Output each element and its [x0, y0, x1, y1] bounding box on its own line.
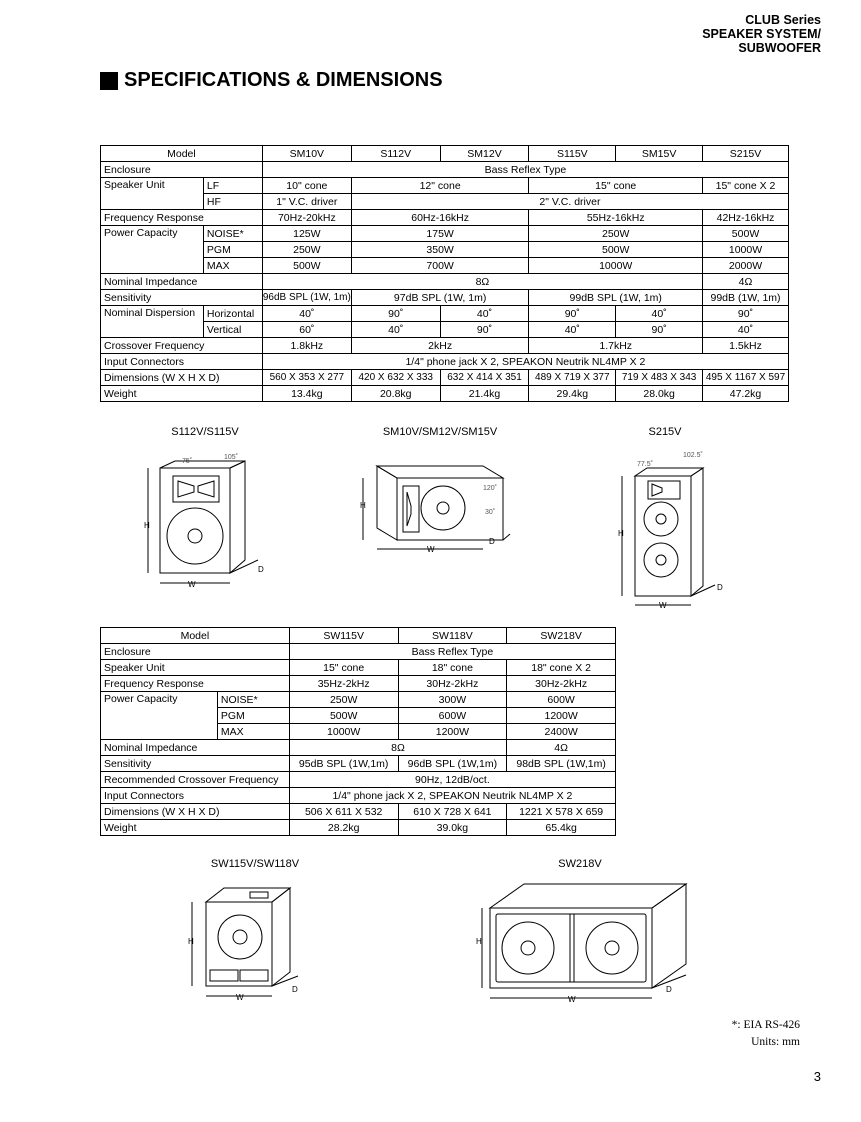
table-row — [101, 162, 789, 178]
row-label: Nominal Dispersion — [101, 306, 204, 338]
table-row — [101, 274, 789, 290]
table-cell: 1/4" phone jack X 2, SPEAKON Neutrik NL4MP X 2 — [289, 788, 615, 804]
row-label: Speaker Unit — [101, 660, 290, 676]
port-icon — [240, 970, 268, 981]
sub-label: LF — [203, 178, 262, 194]
table-cell: 506 X 611 X 532 — [289, 804, 398, 820]
cabinet-top-face — [377, 466, 503, 478]
width-label: W — [427, 545, 435, 554]
woofer-dustcap — [233, 930, 247, 944]
sub-label: PGM — [217, 708, 289, 724]
table-cell: 90˚ — [703, 306, 789, 322]
table-cell: 560 X 353 X 277 — [262, 370, 351, 386]
table-cell: 90˚ — [351, 306, 440, 322]
table-cell: 70Hz-20kHz — [262, 210, 351, 226]
horn-left-flare — [652, 484, 662, 496]
height-label: H — [476, 937, 482, 946]
table-row — [101, 820, 616, 836]
table-cell: 28.2kg — [289, 820, 398, 836]
depth-label: D — [666, 985, 672, 994]
table-cell: 600W — [398, 708, 507, 724]
height-label: H — [618, 529, 624, 538]
table-cell: 40˚ — [440, 306, 529, 322]
table-cell: 18" cone — [398, 660, 507, 676]
depth-label: D — [489, 537, 495, 546]
sw115v-cabinet-drawing — [180, 880, 310, 1010]
row-label: Nominal Impedance — [101, 740, 290, 756]
table-cell: 2000W — [703, 258, 789, 274]
table-cell: 96dB SPL (1W, 1m) — [262, 290, 351, 306]
woofer-icon-lower — [644, 543, 678, 577]
title-square-icon — [100, 72, 118, 90]
table-cell: 250W — [289, 692, 398, 708]
angle-label: 102.5˚ — [683, 452, 703, 459]
page-title-text: SPECIFICATIONS & DIMENSIONS — [124, 69, 443, 91]
table-cell: 600W — [507, 692, 616, 708]
table-cell: 96dB SPL (1W,1m) — [398, 756, 507, 772]
model-name: SM10V — [262, 146, 351, 162]
table-row — [101, 676, 616, 692]
row-label: Power Capacity — [101, 226, 204, 274]
table-cell: 495 X 1167 X 597 — [703, 370, 789, 386]
woofer-dustcap — [521, 941, 535, 955]
table-cell: 99dB (1W, 1m) — [703, 290, 789, 306]
row-label: Enclosure — [101, 644, 290, 660]
sub-label: NOISE* — [217, 692, 289, 708]
table-cell: 60˚ — [262, 322, 351, 338]
top-handle-icon — [250, 892, 268, 898]
drawing-label-sw218v: SW218V — [558, 858, 602, 870]
woofer-icon — [167, 508, 223, 564]
woofer-icon-right — [586, 922, 638, 974]
table-cell: 12" cone — [351, 178, 529, 194]
row-label: Recommended Crossover Frequency — [101, 772, 290, 788]
table-cell: 1.7kHz — [529, 338, 703, 354]
table-cell: 1200W — [507, 708, 616, 724]
model-name: SM12V — [440, 146, 529, 162]
width-label: W — [236, 993, 244, 1002]
woofer-icon — [218, 915, 262, 959]
table-cell: 2400W — [507, 724, 616, 740]
table-cell: 60Hz-16kHz — [351, 210, 529, 226]
table-cell: 1/4" phone jack X 2, SPEAKON Neutrik NL4MP X 2 — [262, 354, 788, 370]
table-row — [101, 338, 789, 354]
table-cell: 47.2kg — [703, 386, 789, 402]
woofer-dustcap — [437, 502, 449, 514]
table-row — [101, 242, 789, 258]
row-label: Weight — [101, 386, 263, 402]
width-label: W — [659, 601, 667, 610]
row-label: Frequency Response — [101, 210, 263, 226]
row-label: Crossover Frequency — [101, 338, 263, 354]
document-header — [702, 13, 821, 55]
width-label: W — [568, 995, 576, 1004]
table-cell: 632 X 414 X 351 — [440, 370, 529, 386]
model-label: Model — [101, 628, 290, 644]
table-cell: 40˚ — [616, 306, 703, 322]
row-label: Dimensions (W X H X D) — [101, 804, 290, 820]
sm-series-cabinet-drawing — [355, 452, 525, 562]
row-label: Nominal Impedance — [101, 274, 263, 290]
table-cell: 8Ω — [289, 740, 506, 756]
row-label: Power Capacity — [101, 692, 218, 740]
horn-right-flare — [198, 481, 214, 497]
table-cell: 1000W — [529, 258, 703, 274]
table-row — [101, 692, 616, 708]
table-cell: 21.4kg — [440, 386, 529, 402]
table-cell: 18" cone X 2 — [507, 660, 616, 676]
depth-label: D — [717, 583, 723, 592]
table-cell: 40˚ — [529, 322, 616, 338]
table-cell: 489 X 719 X 377 — [529, 370, 616, 386]
row-label: Sensitivity — [101, 756, 290, 772]
model-name: SM15V — [616, 146, 703, 162]
table-cell: 97dB SPL (1W, 1m) — [351, 290, 529, 306]
width-label: W — [188, 580, 196, 589]
table-cell: 98dB SPL (1W,1m) — [507, 756, 616, 772]
cabinet-top-face — [206, 888, 290, 902]
header-product-type: SUBWOOFER — [738, 41, 821, 55]
drawing-label-s112v-s115v: S112V/S115V — [171, 426, 239, 438]
header-series: CLUB Series — [745, 13, 821, 27]
row-label: Sensitivity — [101, 290, 263, 306]
table-cell: 8Ω — [262, 274, 702, 290]
model-name: SW118V — [398, 628, 507, 644]
table-row — [101, 740, 616, 756]
table-cell: 4Ω — [507, 740, 616, 756]
table-cell: 250W — [262, 242, 351, 258]
page-number: 3 — [813, 1069, 821, 1084]
port-icon — [210, 970, 238, 981]
table-cell: 29.4kg — [529, 386, 616, 402]
table-row — [101, 354, 789, 370]
sub-label: Vertical — [203, 322, 262, 338]
drawing-label-sm-series: SM10V/SM12V/SM15V — [382, 426, 498, 438]
table-row — [101, 386, 789, 402]
row-label: Input Connectors — [101, 788, 290, 804]
sub-label: NOISE* — [203, 226, 262, 242]
table-cell: 40˚ — [351, 322, 440, 338]
table-cell: 500W — [289, 708, 398, 724]
sub-label: HF — [203, 194, 262, 210]
angle-label: 75˚ — [182, 458, 193, 465]
table-cell: 40˚ — [703, 322, 789, 338]
table-row — [101, 370, 789, 386]
model-name: S215V — [703, 146, 789, 162]
model-name: S115V — [529, 146, 616, 162]
table-cell: 2kHz — [351, 338, 529, 354]
table-row — [101, 788, 616, 804]
woofer-dustcap — [656, 555, 666, 565]
table-row — [101, 146, 789, 162]
table-cell: 1000W — [703, 242, 789, 258]
angle-label: 30˚ — [485, 509, 496, 516]
table-cell: 35Hz-2kHz — [289, 676, 398, 692]
table-cell: 90˚ — [616, 322, 703, 338]
table-cell: 55Hz-16kHz — [529, 210, 703, 226]
woofer-dustcap — [605, 941, 619, 955]
table-cell: 1200W — [398, 724, 507, 740]
table-cell: 719 X 483 X 343 — [616, 370, 703, 386]
table-cell: Bass Reflex Type — [262, 162, 788, 178]
model-name: S112V — [351, 146, 440, 162]
sw218v-cabinet-drawing — [470, 880, 695, 1010]
table-cell: 95dB SPL (1W,1m) — [289, 756, 398, 772]
sub-label: Horizontal — [203, 306, 262, 322]
row-label: Speaker Unit — [101, 178, 204, 210]
table-cell: 125W — [262, 226, 351, 242]
table-cell: 700W — [351, 258, 529, 274]
table-row — [101, 290, 789, 306]
depth-label: D — [258, 565, 264, 574]
table-row — [101, 644, 616, 660]
woofer-dustcap — [656, 514, 666, 524]
horn-left-flare — [407, 492, 411, 526]
page-title — [100, 69, 443, 92]
table-cell: 40˚ — [262, 306, 351, 322]
row-label: Frequency Response — [101, 676, 290, 692]
cabinet-front-face — [490, 908, 652, 988]
depth-label: D — [292, 985, 298, 994]
cabinet-side-face — [691, 468, 703, 596]
table-cell: 90Hz, 12dB/oct. — [289, 772, 615, 788]
cabinet-side-face — [230, 461, 245, 573]
speaker-spec-table — [100, 145, 789, 402]
angle-label: 77.5˚ — [637, 461, 653, 468]
table-cell: 1" V.C. driver — [262, 194, 351, 210]
table-cell: 500W — [703, 226, 789, 242]
table-row — [101, 628, 616, 644]
table-cell: 1000W — [289, 724, 398, 740]
depth-dimension-line — [230, 560, 258, 573]
depth-dimension-line — [503, 534, 510, 540]
table-row — [101, 772, 616, 788]
table-cell: 65.4kg — [507, 820, 616, 836]
table-row — [101, 306, 789, 322]
table-cell: 99dB SPL (1W, 1m) — [529, 290, 703, 306]
table-cell: 15" cone X 2 — [703, 178, 789, 194]
horn-icon — [173, 476, 219, 502]
model-name: SW115V — [289, 628, 398, 644]
sub-label: MAX — [217, 724, 289, 740]
subwoofer-spec-table — [100, 627, 616, 836]
angle-label: 120˚ — [483, 485, 498, 492]
woofer-icon-upper — [644, 502, 678, 536]
table-cell: 250W — [529, 226, 703, 242]
table-cell: 420 X 632 X 333 — [351, 370, 440, 386]
table-cell: 500W — [529, 242, 703, 258]
table-cell: 500W — [262, 258, 351, 274]
model-name: SW218V — [507, 628, 616, 644]
table-cell: 10" cone — [262, 178, 351, 194]
woofer-icon-left — [502, 922, 554, 974]
height-label: H — [144, 521, 150, 530]
header-product-line: SPEAKER SYSTEM/ — [702, 27, 821, 41]
table-row — [101, 210, 789, 226]
table-cell: 1.5kHz — [703, 338, 789, 354]
horn-icon — [648, 481, 680, 499]
cabinet-side-face — [652, 884, 686, 988]
sub-label: PGM — [203, 242, 262, 258]
footnote-eia: *: EIA RS-426 — [731, 1019, 800, 1031]
row-label: Input Connectors — [101, 354, 263, 370]
notes — [680, 1017, 800, 1051]
row-label: Enclosure — [101, 162, 263, 178]
table-cell: 90˚ — [529, 306, 616, 322]
table-cell: 1.8kHz — [262, 338, 351, 354]
woofer-icon — [421, 486, 465, 530]
s215v-cabinet-drawing — [615, 448, 730, 618]
table-row — [101, 756, 616, 772]
table-cell: 39.0kg — [398, 820, 507, 836]
table-row — [101, 178, 789, 194]
height-label: H — [188, 937, 194, 946]
row-label: Dimensions (W X H X D) — [101, 370, 263, 386]
table-cell: 28.0kg — [616, 386, 703, 402]
table-cell: 30Hz-2kHz — [507, 676, 616, 692]
drawing-label-sw115v-sw118v: SW115V/SW118V — [210, 858, 300, 870]
height-label: H — [360, 501, 366, 510]
table-cell: 610 X 728 X 641 — [398, 804, 507, 820]
table-cell: 13.4kg — [262, 386, 351, 402]
angle-label: 105˚ — [224, 454, 239, 461]
units-note: Units: mm — [751, 1036, 800, 1048]
model-label: Model — [101, 146, 263, 162]
drawing-label-s215v: S215V — [648, 426, 682, 438]
table-cell: 90˚ — [440, 322, 529, 338]
table-cell: 1221 X 578 X 659 — [507, 804, 616, 820]
table-cell: 4Ω — [703, 274, 789, 290]
row-label: Weight — [101, 820, 290, 836]
table-cell: 350W — [351, 242, 529, 258]
horn-left-flare — [178, 481, 194, 497]
table-cell: 30Hz-2kHz — [398, 676, 507, 692]
table-row — [101, 194, 789, 210]
s112v-cabinet-drawing — [140, 448, 280, 598]
sub-label: MAX — [203, 258, 262, 274]
table-row — [101, 322, 789, 338]
table-row — [101, 660, 616, 676]
table-cell: 15" cone — [529, 178, 703, 194]
table-row — [101, 804, 616, 820]
woofer-dustcap — [188, 529, 202, 543]
table-cell: Bass Reflex Type — [289, 644, 615, 660]
table-cell: 42Hz-16kHz — [703, 210, 789, 226]
table-cell: 175W — [351, 226, 529, 242]
table-cell: 20.8kg — [351, 386, 440, 402]
table-row — [101, 258, 789, 274]
table-row — [101, 226, 789, 242]
cabinet-side-face — [272, 888, 290, 986]
cabinet-left-face — [377, 466, 397, 540]
table-cell: 2" V.C. driver — [351, 194, 788, 210]
table-cell: 300W — [398, 692, 507, 708]
table-cell: 15" cone — [289, 660, 398, 676]
